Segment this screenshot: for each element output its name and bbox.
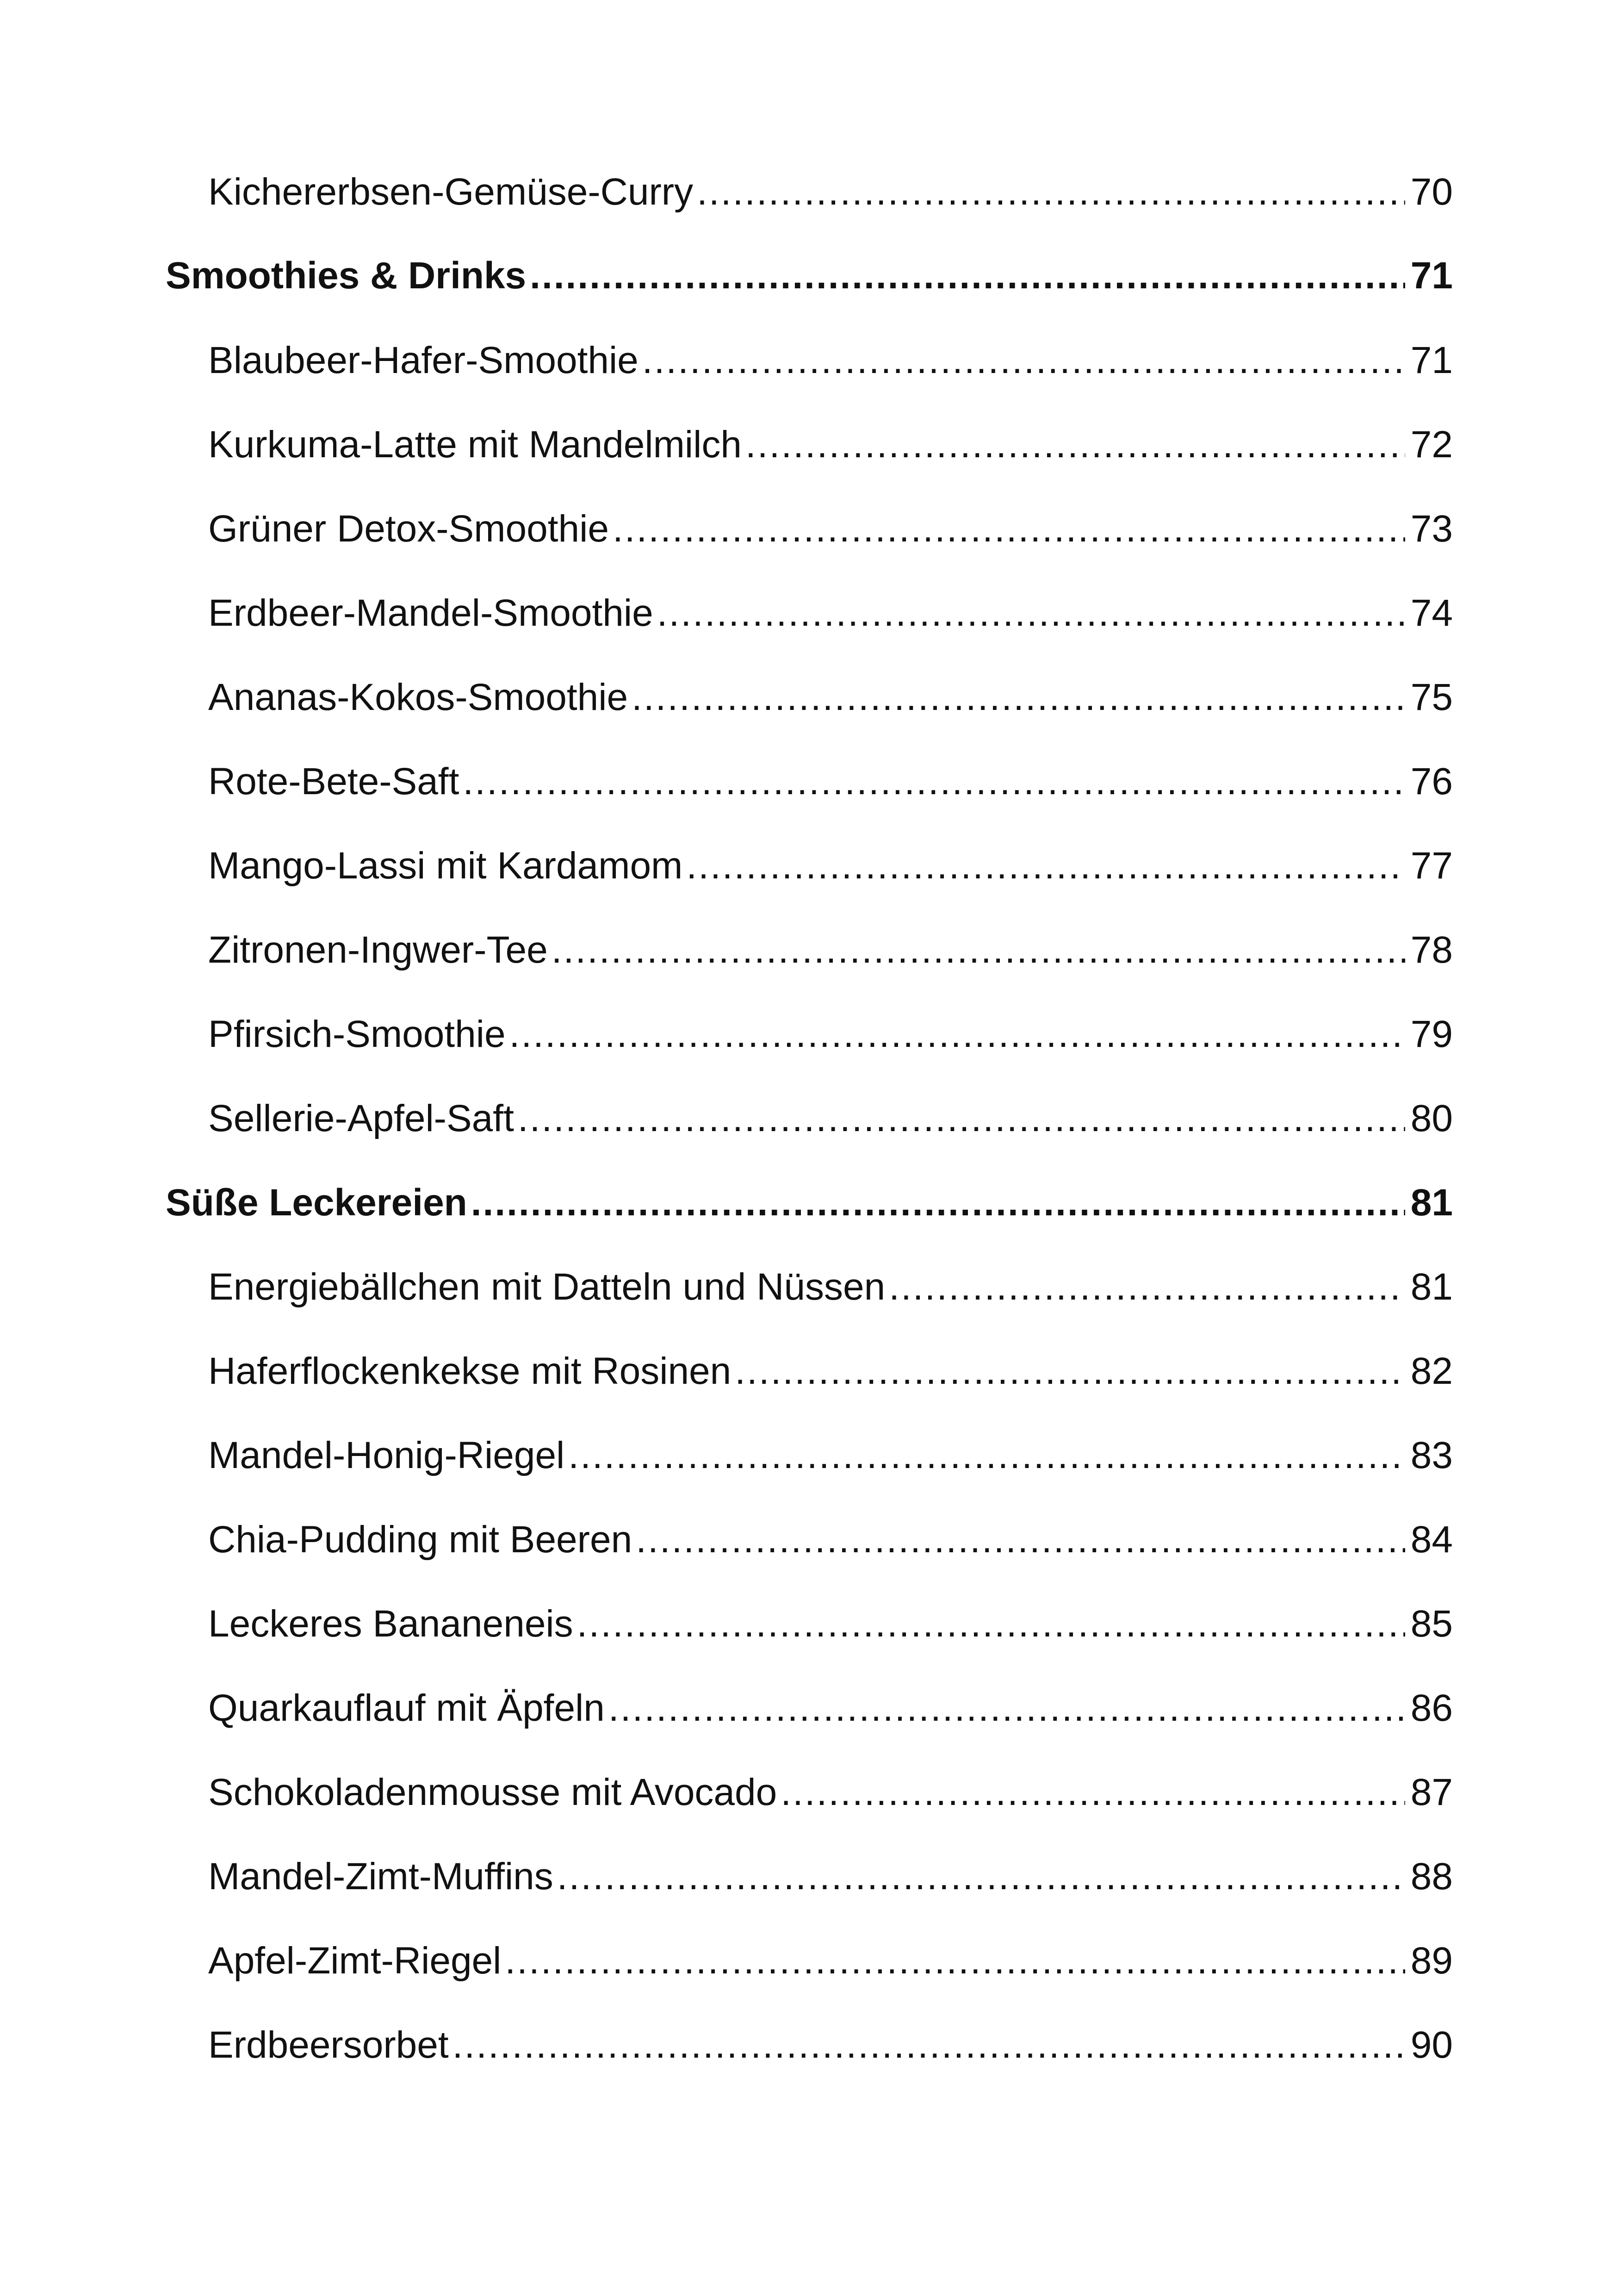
- toc-entry-title: Pfirsich-Smoothie: [208, 1013, 506, 1055]
- dot-leader: [471, 1175, 1405, 1231]
- dot-leader: [781, 1765, 1405, 1820]
- toc-entry-page: 86: [1410, 1687, 1453, 1729]
- toc-entry-title: Quarkauflauf mit Äpfeln: [208, 1687, 605, 1729]
- toc-entry[interactable]: [208, 1765, 1453, 1820]
- toc-entry[interactable]: [208, 1007, 1453, 1062]
- toc-entry-page: 85: [1410, 1603, 1453, 1645]
- toc-entry[interactable]: [208, 754, 1453, 809]
- dot-leader: [608, 1680, 1405, 1736]
- toc-entry[interactable]: [208, 1596, 1453, 1652]
- toc-entry-page: 72: [1410, 423, 1453, 466]
- toc-entry-title: Leckeres Bananeneis: [208, 1603, 573, 1645]
- toc-entry-title: Blaubeer-Hafer-Smoothie: [208, 339, 639, 381]
- toc-entry[interactable]: [208, 1091, 1453, 1146]
- dot-leader: [568, 1428, 1405, 1483]
- toc-entry-title: Mandel-Zimt-Muffins: [208, 1855, 553, 1898]
- toc-entry-title: Rote-Bete-Saft: [208, 760, 459, 803]
- dot-leader: [613, 501, 1405, 557]
- toc-entry-title: Grüner Detox-Smoothie: [208, 508, 609, 550]
- toc-entry-page: 81: [1410, 1266, 1453, 1308]
- toc-entry[interactable]: [208, 1344, 1453, 1399]
- toc-entry-title: Schokoladenmousse mit Avocado: [208, 1771, 777, 1813]
- dot-leader: [552, 922, 1405, 978]
- dot-leader: [530, 248, 1405, 304]
- toc-entry-page: 71: [1410, 339, 1453, 381]
- toc-entry[interactable]: [208, 585, 1453, 641]
- toc-entry[interactable]: [208, 1933, 1453, 1989]
- toc-entry[interactable]: [208, 670, 1453, 725]
- dot-leader: [889, 1259, 1405, 1315]
- toc-section-title: Süße Leckereien: [166, 1182, 467, 1224]
- toc-entry-page: 84: [1410, 1518, 1453, 1561]
- dot-leader: [632, 670, 1405, 725]
- toc-entry-page: 78: [1410, 929, 1453, 971]
- dot-leader: [686, 838, 1405, 894]
- toc-entry[interactable]: [208, 1512, 1453, 1568]
- dot-leader: [735, 1344, 1405, 1399]
- toc-entry[interactable]: [208, 1259, 1453, 1315]
- toc-entry[interactable]: [208, 1428, 1453, 1483]
- toc-entry-title: Erdbeer-Mandel-Smoothie: [208, 592, 653, 634]
- toc-entry-page: 70: [1410, 171, 1453, 213]
- dot-leader: [557, 1849, 1405, 1904]
- dot-leader: [745, 417, 1405, 473]
- toc-entry[interactable]: [208, 164, 1453, 220]
- toc-section-heading[interactable]: [166, 1175, 1453, 1231]
- toc-section-page: 71: [1410, 255, 1453, 297]
- toc-entry-title: Erdbeersorbet: [208, 2024, 449, 2066]
- toc-entry-title: Apfel-Zimt-Riegel: [208, 1940, 502, 1982]
- toc-section-heading[interactable]: [166, 248, 1453, 304]
- dot-leader: [636, 1512, 1405, 1568]
- toc-entry-title: Kichererbsen-Gemüse-Curry: [208, 171, 694, 213]
- toc-entry-page: 87: [1410, 1771, 1453, 1813]
- toc-entry-page: 74: [1410, 592, 1453, 634]
- toc-entry[interactable]: [208, 1680, 1453, 1736]
- toc-entry-page: 77: [1410, 845, 1453, 887]
- dot-leader: [453, 2017, 1405, 2073]
- toc-section-title: Smoothies & Drinks: [166, 255, 527, 297]
- dot-leader: [518, 1091, 1405, 1146]
- toc-entry-page: 73: [1410, 508, 1453, 550]
- toc-entry-title: Mandel-Honig-Riegel: [208, 1434, 565, 1476]
- dot-leader: [505, 1933, 1405, 1989]
- toc-entry[interactable]: [208, 501, 1453, 557]
- toc-entry-title: Ananas-Kokos-Smoothie: [208, 676, 628, 718]
- dot-leader: [463, 754, 1405, 809]
- dot-leader: [697, 164, 1405, 220]
- dot-leader: [577, 1596, 1405, 1652]
- toc-entry-title: Sellerie-Apfel-Saft: [208, 1097, 514, 1139]
- toc-entry-title: Kurkuma-Latte mit Mandelmilch: [208, 423, 742, 466]
- toc-entry-page: 80: [1410, 1097, 1453, 1139]
- toc-entry-page: 89: [1410, 1940, 1453, 1982]
- toc-entry[interactable]: [208, 417, 1453, 473]
- toc-entry-page: 79: [1410, 1013, 1453, 1055]
- toc-entry-page: 76: [1410, 760, 1453, 803]
- toc-section-page: 81: [1410, 1182, 1453, 1224]
- toc-entry-title: Energiebällchen mit Datteln und Nüssen: [208, 1266, 886, 1308]
- toc-entry-page: 88: [1410, 1855, 1453, 1898]
- dot-leader: [509, 1007, 1405, 1062]
- toc-entry-title: Haferflockenkekse mit Rosinen: [208, 1350, 732, 1392]
- dot-leader: [642, 333, 1405, 388]
- toc-entry-page: 83: [1410, 1434, 1453, 1476]
- dot-leader: [657, 585, 1405, 641]
- toc-entry-page: 82: [1410, 1350, 1453, 1392]
- toc-entry[interactable]: [208, 922, 1453, 978]
- toc-entry-title: Mango-Lassi mit Kardamom: [208, 845, 683, 887]
- toc-entry-title: Chia-Pudding mit Beeren: [208, 1518, 632, 1561]
- toc-entry[interactable]: [208, 333, 1453, 388]
- toc-entry-page: 75: [1410, 676, 1453, 718]
- toc-entry-page: 90: [1410, 2024, 1453, 2066]
- toc-entry-title: Zitronen-Ingwer-Tee: [208, 929, 548, 971]
- toc-entry[interactable]: [208, 1849, 1453, 1904]
- toc-entry[interactable]: [208, 838, 1453, 894]
- toc-entry[interactable]: [208, 2017, 1453, 2073]
